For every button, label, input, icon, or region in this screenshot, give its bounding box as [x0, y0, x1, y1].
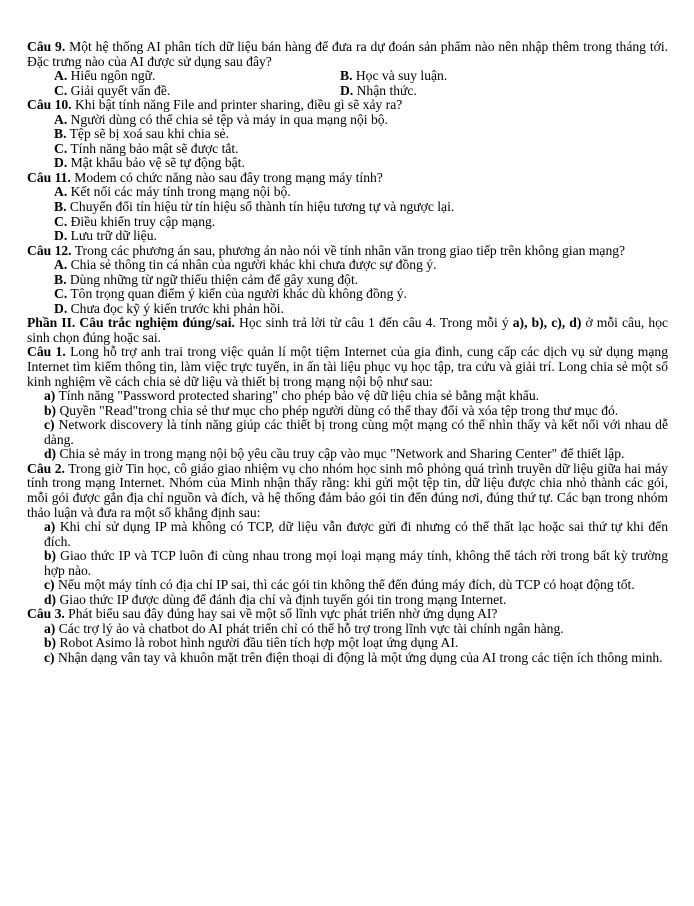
option-b — [27, 127, 668, 142]
option-label: A. — [54, 257, 68, 273]
question-label: Câu 9. — [27, 39, 66, 54]
option-text: Mật khẩu bảo vệ sẽ tự động bật. — [67, 155, 245, 171]
option-text: Chuyển đổi tín hiệu từ tín hiệu số thành tín hiệu tương tự và ngược lại. — [66, 199, 455, 215]
statement-a — [27, 622, 668, 637]
option-label: B. — [54, 271, 67, 287]
option-label: C. — [54, 82, 68, 98]
question-text: Khi bật tính năng File and printer sharing, điều gì sẽ xảy ra? — [71, 97, 403, 113]
item-marker: c) — [551, 315, 562, 331]
option-a — [27, 113, 668, 128]
statement-label: c) — [44, 577, 55, 593]
question-label: Câu 11. — [27, 169, 71, 185]
section-instruction: ở mỗi câu, học sinh chọn đúng hoặc sai. — [27, 315, 669, 345]
statement-b — [27, 404, 668, 419]
question-text: Long hỗ trợ anh trai trong việc quản lí một tiệm Internet của gia đình, cung cấp các dịch vụ sử dụng mạng Internet tìm kiếm thông tin, làm việc trực tuyến, in ấn tài liệu phục vụ học tập, tra cứu và giải trí. Long chia sẻ một số kinh nghiệm về cách chia sẻ dữ liệu và thiết bị trong mạng nội bộ như sau: — [27, 344, 668, 389]
option-text: Hiểu ngôn ngữ. — [67, 68, 156, 84]
option-d — [27, 302, 668, 317]
statement-label: d) — [44, 446, 57, 462]
option-label: B. — [340, 68, 353, 84]
statement-b — [27, 549, 668, 578]
statement-text: Nếu một máy tính có địa chỉ IP sai, thì các gói tin không thể đến đúng máy đích, dù TCP có hoạt động tốt. — [54, 577, 635, 593]
question-11 — [27, 171, 668, 186]
option-label: A. — [54, 68, 68, 84]
option-label: D. — [340, 82, 354, 98]
option-a — [27, 185, 668, 200]
question-12 — [27, 244, 668, 259]
question-text: Phát biểu sau đây đúng hay sai về một số lĩnh vực phát triển nhờ ứng dụng AI? — [64, 606, 498, 622]
statement-c — [27, 418, 668, 447]
option-b — [27, 273, 668, 288]
option-text: Tôn trọng quan điểm ý kiến của người khác dù không đồng ý. — [67, 286, 407, 302]
q9-options-row-2 — [27, 84, 668, 99]
statement-text: Giao thức IP được dùng để đánh địa chỉ và định tuyến gói tin trong mạng Internet. — [56, 591, 507, 607]
statement-label: b) — [44, 548, 57, 564]
option-label: B. — [54, 126, 67, 142]
option-d — [340, 84, 668, 99]
question-text: Trong các phương án sau, phương án nào nói về tính nhân văn trong giao tiếp trên không gian mạng? — [71, 242, 626, 258]
statement-text: Quyền "Read"trong chia sẻ thư mục cho phép người dùng có thể thay đổi và xóa tệp trong thư mục đó. — [56, 402, 619, 418]
statement-c — [27, 578, 668, 593]
statement-label: a) — [44, 519, 56, 535]
question-text: Một hệ thống AI phân tích dữ liệu bán hàng để đưa ra dự đoán sản phẩm nào nên nhập thêm trong tháng tới. Đặc trưng nào của AI được sử dụng sau đây? — [27, 39, 668, 69]
option-c — [27, 142, 668, 157]
option-text: Giải quyết vấn đề. — [67, 82, 171, 98]
option-text: Lưu trữ dữ liệu. — [67, 228, 157, 244]
statement-text: Giao thức IP và TCP luôn đi cùng nhau trong mọi loại mạng máy tính, không thể tách rời trong bất kỳ trường hợp nào. — [44, 548, 668, 578]
separator: , — [524, 315, 532, 331]
question-label: Câu 1. — [27, 344, 66, 360]
option-a — [27, 258, 668, 273]
statement-text: Tính năng "Password protected sharing" cho phép bảo vệ dữ liệu chia sẻ bằng mật khẩu. — [55, 388, 540, 404]
option-text: Nhận thức. — [353, 82, 417, 98]
option-c — [54, 84, 340, 99]
question-text: Trong giờ Tin học, cô giáo giao nhiệm vụ cho nhóm học sinh mô phỏng quá trình truyền dữ liệu giữa hai máy tính trong mạng Internet. Nhóm của Minh nhận thấy rằng: khi gửi một tệp tin, dữ liệu được chia nhỏ thành các gói, mỗi gói được gắn địa chỉ nguồn và đích, và hệ thống đảm bảo gói tin đến đúng nơi, đúng thứ tự. Các bạn trong nhóm thảo luận và đưa ra một số khẳng định sau: — [27, 460, 668, 520]
question-label: Câu 3. — [27, 606, 65, 622]
statement-a — [27, 389, 668, 404]
option-text: Chia sẻ thông tin cá nhân của người khác khi chưa được sự đồng ý. — [67, 257, 437, 273]
statement-label: a) — [44, 620, 56, 636]
option-b — [340, 69, 668, 84]
statement-text: Nhận dạng vân tay và khuôn mặt trên điện thoại di động là một ứng dụng của AI trong các tiện ích thông minh. — [54, 649, 663, 665]
question-text: Modem có chức năng nào sau đây trong mạng máy tính? — [70, 169, 383, 185]
option-d — [27, 156, 668, 171]
statement-b — [27, 636, 668, 651]
q9-options-row-1 — [27, 69, 668, 84]
item-marker: a) — [512, 315, 525, 331]
question-label: Câu 10. — [27, 97, 72, 113]
section-title: Phần II. Câu trắc nghiệm đúng/sai. — [27, 315, 235, 331]
statement-d — [27, 447, 668, 462]
option-label: C. — [54, 140, 68, 156]
option-label: D. — [54, 155, 68, 171]
statement-text: Robot Asimo là robot hình người đầu tiên tích hợp một loạt ứng dụng AI. — [56, 635, 459, 651]
tf-question-3 — [27, 607, 668, 622]
option-label: D. — [54, 300, 68, 316]
statement-text: Chia sẻ máy in trong mạng nội bộ yêu cầu truy cập vào mục "Network and Sharing Center" để thiết lập. — [56, 446, 625, 462]
separator: , — [543, 315, 552, 331]
separator: , — [561, 315, 570, 331]
option-text: Học và suy luận. — [352, 68, 448, 84]
statement-label: b) — [44, 635, 57, 651]
option-b — [27, 200, 668, 215]
statement-text: Các trợ lý ảo và chatbot do AI phát triển chỉ có thể hỗ trợ trong lĩnh vực tài chính ngân hàng. — [55, 620, 564, 636]
item-marker: b) — [531, 315, 544, 331]
option-text: Dùng những từ ngữ thiếu thiện cảm để gây xung đột. — [66, 271, 359, 287]
tf-question-1 — [27, 345, 668, 389]
question-label: Câu 2. — [27, 460, 65, 476]
option-text: Tính năng bảo mật sẽ được tắt. — [67, 140, 239, 156]
statement-a — [27, 520, 668, 549]
statement-c — [27, 651, 668, 666]
option-label: A. — [54, 111, 68, 127]
option-text: Chưa đọc kỹ ý kiến trước khi phản hồi. — [67, 300, 284, 316]
option-label: B. — [54, 199, 67, 215]
tf-question-2 — [27, 462, 668, 520]
statement-label: d) — [44, 591, 57, 607]
statement-label: c) — [44, 649, 55, 665]
option-text: Kết nối các máy tính trong mạng nội bộ. — [67, 184, 291, 200]
option-label: C. — [54, 213, 68, 229]
statement-label: c) — [44, 417, 55, 433]
question-9 — [27, 40, 668, 69]
statement-label: a) — [44, 388, 56, 404]
question-label: Câu 12. — [27, 242, 72, 258]
section-instruction: Học sinh trả lời từ câu 1 đến câu 4. Trong mỗi ý — [234, 315, 513, 331]
option-text: Tệp sẽ bị xoá sau khi chia sẻ. — [66, 126, 229, 142]
option-text: Điều khiển truy cập mạng. — [67, 213, 216, 229]
option-d — [27, 229, 668, 244]
option-c — [27, 215, 668, 230]
statement-label: b) — [44, 402, 57, 418]
statement-text: Network discovery là tính năng giúp các thiết bị trong cùng một mạng có thể nhìn thấy và kết nối với nhau dễ dàng. — [44, 417, 668, 447]
option-text: Người dùng có thể chia sẻ tệp và máy in qua mạng nội bộ. — [67, 111, 388, 127]
statement-d — [27, 593, 668, 608]
statement-text: Khi chỉ sử dụng IP mà không có TCP, dữ liệu vẫn được gửi đi nhưng có thể thất lạc hoặc sai thứ tự khi đến đích. — [44, 519, 668, 549]
part-2-heading — [27, 316, 668, 345]
option-label: A. — [54, 184, 68, 200]
option-label: C. — [54, 286, 68, 302]
question-10 — [27, 98, 668, 113]
option-label: D. — [54, 228, 68, 244]
option-a — [54, 69, 340, 84]
item-marker: d) — [569, 315, 582, 331]
option-c — [27, 287, 668, 302]
